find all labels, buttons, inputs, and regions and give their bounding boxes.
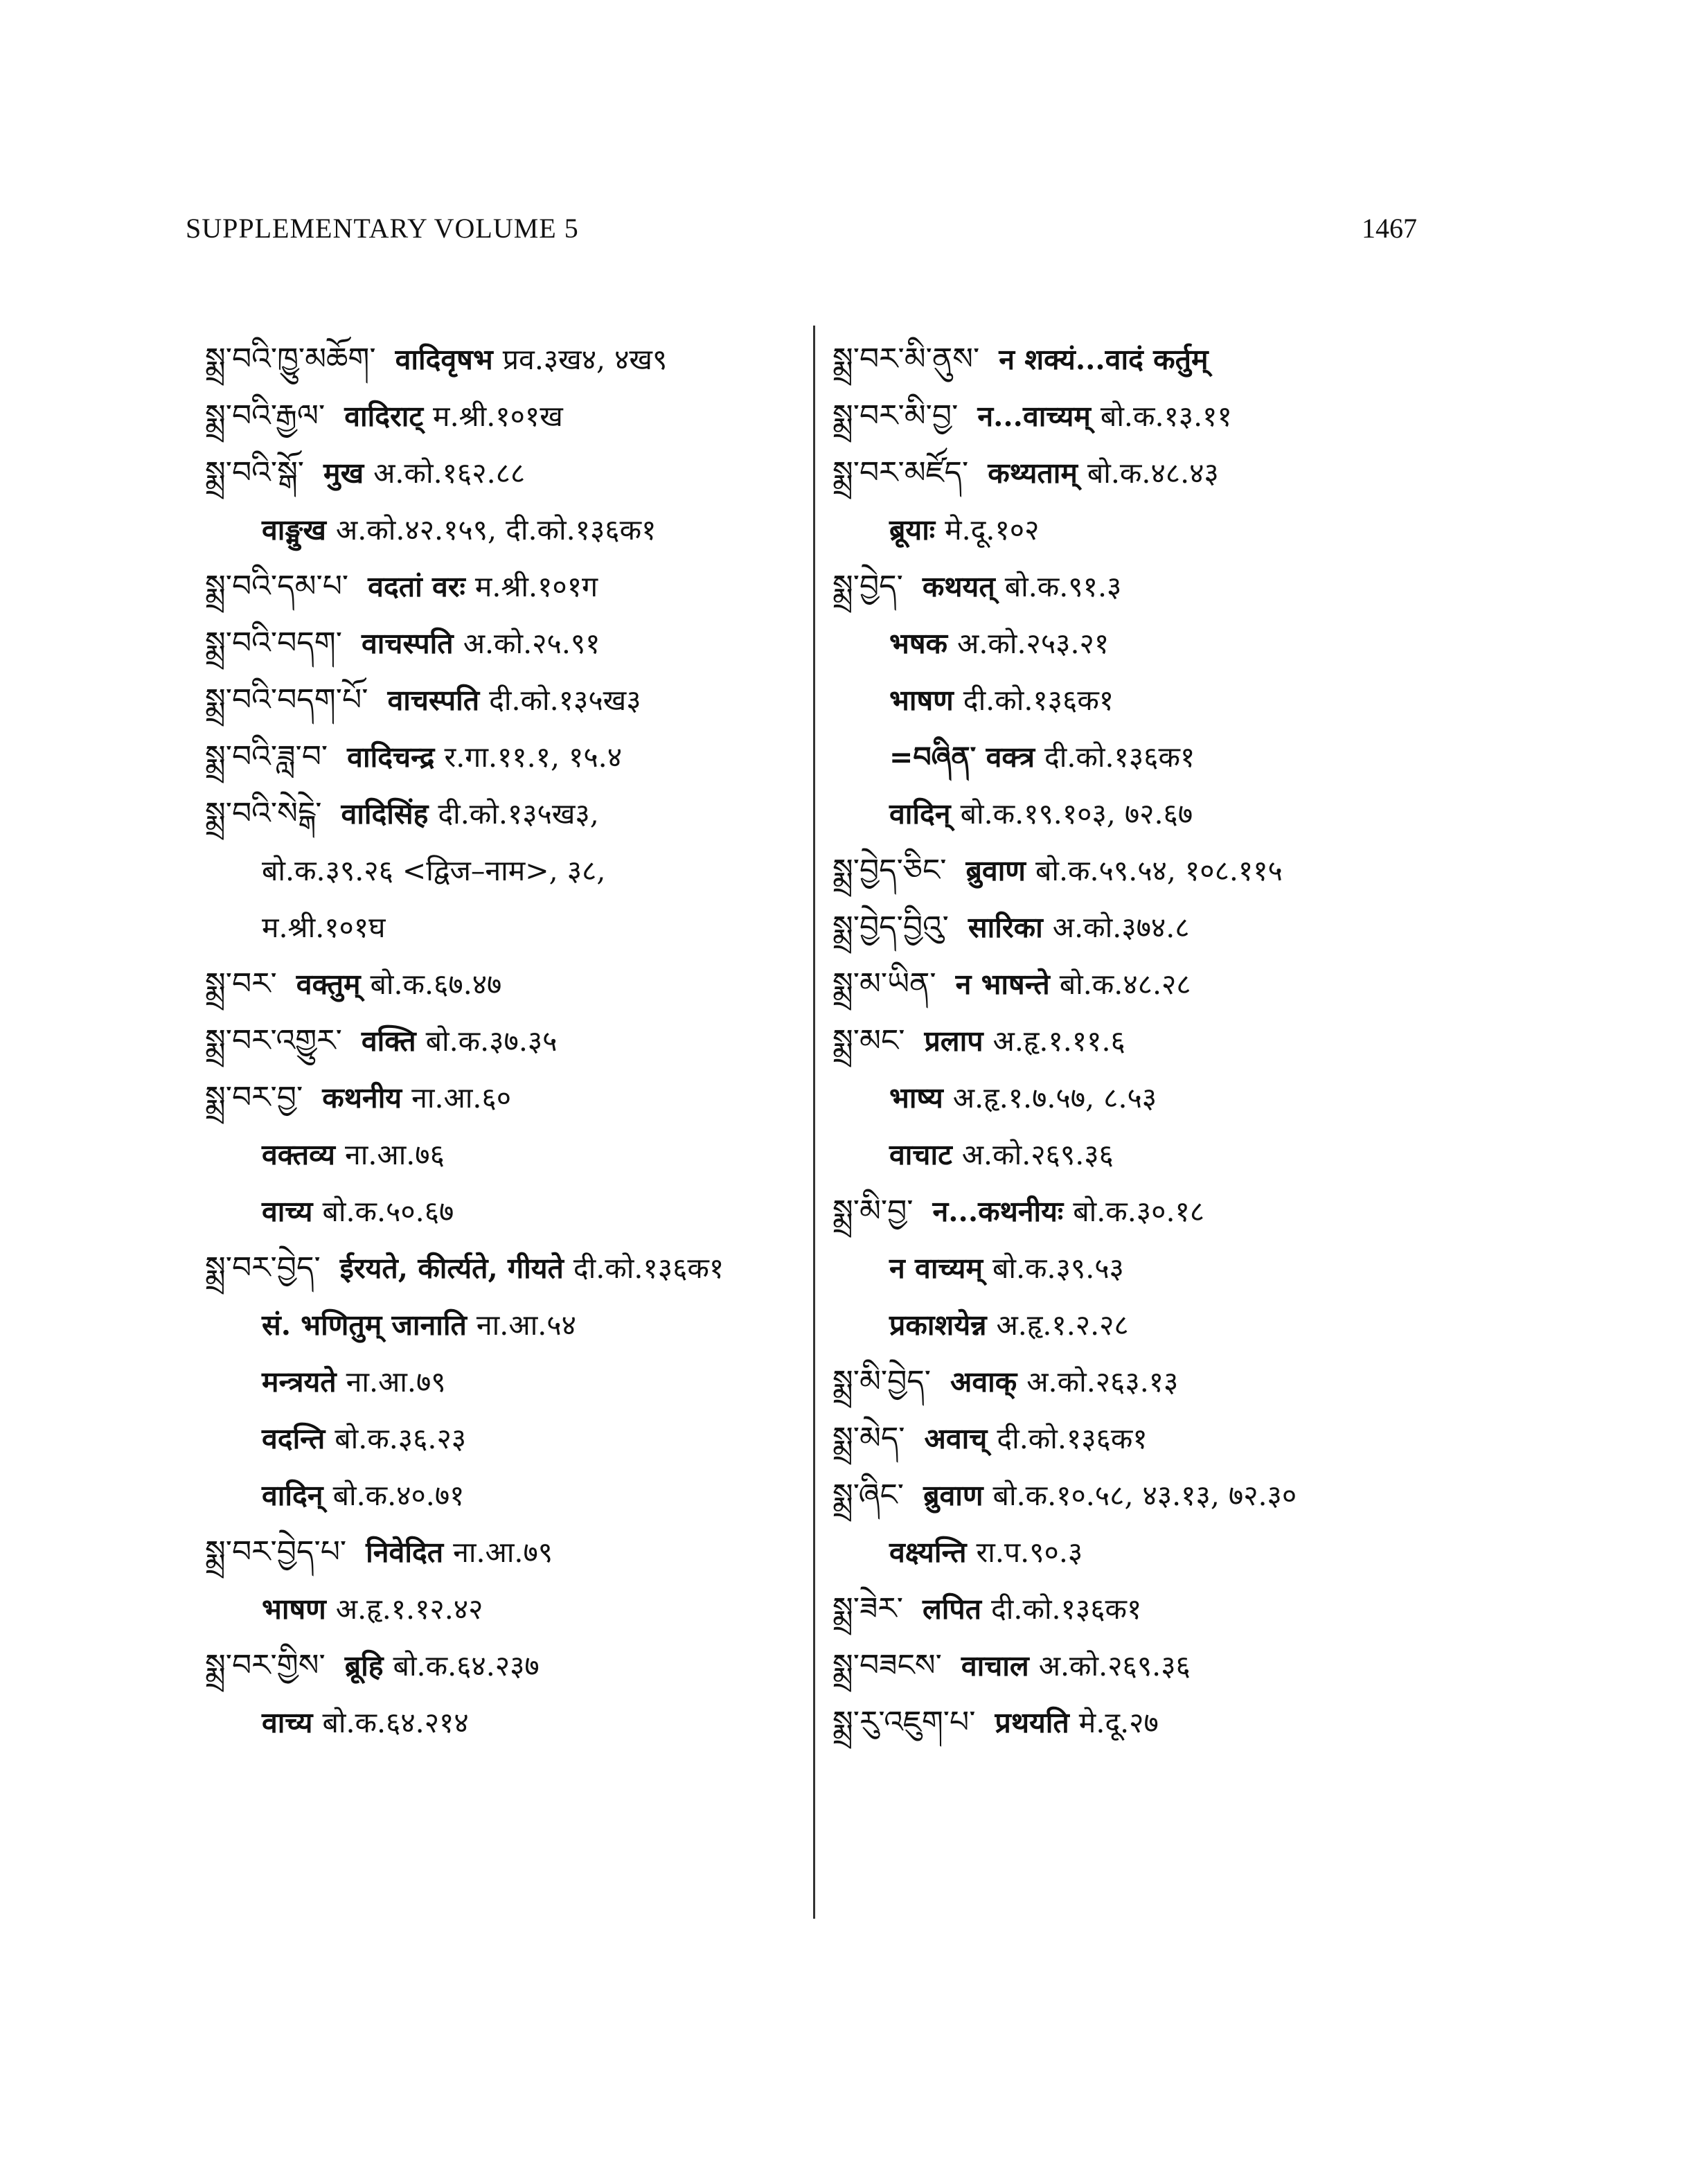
dictionary-entry (205, 1069, 801, 1126)
dictionary-entry (832, 1183, 1456, 1240)
source-reference: अ.हृ.१.२.२८ (996, 1308, 1129, 1342)
dictionary-entry (205, 1637, 801, 1694)
sanskrit-equivalent: मुख (323, 456, 364, 490)
sanskrit-equivalent: वाङ्मुख (262, 513, 326, 547)
sanskrit-equivalent: वदतां वरः (368, 570, 465, 603)
source-reference: दी.को.१३६क१ (1044, 740, 1195, 774)
source-reference: अ.को.२६९.३६ (961, 1138, 1114, 1171)
dictionary-entry (205, 1126, 801, 1183)
right-column (832, 331, 1456, 1751)
sanskrit-equivalent: वादिसिंह (341, 797, 429, 831)
source-reference: अ.को.३७४.८ (1052, 911, 1190, 944)
dictionary-entry (205, 1297, 801, 1353)
source-reference: अ.को.२५३.२१ (957, 627, 1110, 660)
dictionary-entry (832, 1240, 1456, 1297)
dictionary-entry (832, 331, 1456, 388)
sanskrit-equivalent: निवेदित (366, 1536, 444, 1569)
tibetan-headword: སྨྲ་བཟངས་ (832, 1648, 942, 1683)
sanskrit-equivalent: वाचस्पति (362, 627, 454, 660)
page-number: 1467 (1362, 213, 1417, 244)
dictionary-entry (832, 558, 1456, 615)
sanskrit-equivalent: न वाच्यम् (889, 1252, 983, 1285)
dictionary-entry (205, 1524, 801, 1581)
tibetan-headword: སྨྲ་མི་བྱ་ (832, 1193, 914, 1229)
sanskrit-equivalent: अवाक् (950, 1365, 1017, 1399)
source-reference: अ.हृ.१.१२.४२ (335, 1592, 483, 1626)
dictionary-entry (205, 842, 801, 899)
tibetan-headword: སྨྲ་བར་བྱ་ (205, 1080, 303, 1115)
sanskrit-equivalent: =བཞིན་ वक्त्र (889, 740, 1035, 774)
dictionary-entry (205, 729, 801, 785)
sanskrit-equivalent: वक्तव्य (262, 1138, 335, 1171)
source-reference: बो.क.१९.१०३, ७२.६७ (960, 797, 1193, 831)
dictionary-entry (205, 672, 801, 729)
source-reference: बो.क.६४.२३७ (393, 1649, 540, 1683)
source-reference: दी.को.१३६क१ (991, 1592, 1142, 1626)
dictionary-entry (832, 615, 1456, 672)
sanskrit-equivalent: वाचाल (961, 1649, 1029, 1683)
tibetan-headword: སྨྲ་བའི་བདག་ (205, 625, 342, 661)
source-reference: बो.क.६४.२१४ (322, 1706, 469, 1739)
sanskrit-equivalent: भाषण (262, 1592, 326, 1626)
dictionary-entry (205, 1581, 801, 1637)
dictionary-entry (832, 842, 1456, 899)
dictionary-entry (832, 445, 1456, 501)
sanskrit-equivalent: वदन्ति (262, 1422, 326, 1455)
tibetan-headword: སྨྲ་བར་མཛོད་ (832, 455, 969, 490)
tibetan-headword: སྨྲ་བྱེད་བྱིའུ་ (832, 909, 949, 945)
source-reference: प्रव.३ख४, ४ख९ (502, 343, 668, 376)
dictionary-entry (205, 388, 801, 445)
source-reference: रा.प.९०.३ (976, 1536, 1083, 1569)
source-reference: म.श्री.१०१ग (474, 570, 598, 603)
source-reference: बो.क.३९.५३ (992, 1252, 1124, 1285)
sanskrit-equivalent: न शक्यं...वादं कर्तुम् (999, 343, 1209, 376)
left-column (205, 331, 801, 1751)
source-reference: बो.क.१०.५८, ४३.१३, ७२.३० (992, 1479, 1297, 1512)
source-reference: अ.को.२६९.३६ (1038, 1649, 1191, 1683)
sanskrit-equivalent: सं. भणितुम् जानाति (262, 1308, 467, 1342)
tibetan-headword: སྨྲ་བར་གྱིས་ (205, 1648, 326, 1683)
source-reference: मे.दू.१०२ (945, 513, 1040, 547)
sanskrit-equivalent: भाष्य (889, 1081, 943, 1115)
dictionary-entry (832, 1524, 1456, 1581)
tibetan-headword: སྨྲ་བའི་སྒོ་ (205, 455, 305, 490)
dictionary-entry (205, 445, 801, 501)
sanskrit-equivalent: ब्रूहि (344, 1649, 384, 1683)
dictionary-entry (832, 1126, 1456, 1183)
source-reference: बो.क.६७.४७ (370, 968, 502, 1001)
dictionary-entry (832, 729, 1456, 785)
dictionary-entry (205, 956, 801, 1013)
sanskrit-equivalent: वक्तुम् (296, 968, 361, 1001)
tibetan-headword: སྨྲ་ཞིང་ (832, 1477, 905, 1513)
sanskrit-equivalent: वाचस्पति (387, 684, 480, 717)
sanskrit-equivalent: अवाच् (924, 1422, 988, 1455)
sanskrit-equivalent: वक्ति (361, 1024, 416, 1058)
dictionary-entry (205, 1240, 801, 1297)
sanskrit-equivalent: न...कथनीयः (932, 1195, 1064, 1228)
tibetan-headword: སྨྲ་བར་བྱེད་ (205, 1250, 321, 1286)
sanskrit-equivalent: मन्त्रयते (262, 1365, 337, 1399)
sanskrit-equivalent: भाषण (889, 684, 954, 717)
source-reference: बो.क.३९.२६ <द्विज–नाम>, ३८, (262, 854, 606, 887)
tibetan-headword: སྨྲ་བར་མི་བྱ་ (832, 398, 959, 434)
dictionary-entry (205, 1013, 801, 1069)
dictionary-entry (832, 1013, 1456, 1069)
source-reference: ना.आ.५४ (476, 1308, 576, 1342)
sanskrit-equivalent: प्रलाप (924, 1024, 983, 1058)
sanskrit-equivalent: कथयत् (922, 570, 995, 603)
sanskrit-equivalent: वादिराट् (344, 400, 424, 433)
dictionary-entry (205, 558, 801, 615)
source-reference: दी.को.१३५ख३, (438, 797, 599, 831)
sanskrit-equivalent: प्रथयति (995, 1706, 1069, 1739)
sanskrit-equivalent: ब्रुवाण (965, 854, 1026, 887)
source-reference: अ.को.१६२.८८ (373, 456, 526, 490)
dictionary-entry (832, 1353, 1456, 1410)
source-reference: ना.आ.७६ (344, 1138, 445, 1171)
dictionary-entry (832, 1410, 1456, 1467)
tibetan-headword: སྨྲ་མ་ཡིན་ (832, 966, 936, 1002)
source-reference: ना.आ.७९ (346, 1365, 446, 1399)
tibetan-headword: སྨྲ་མང་ (832, 1023, 905, 1058)
sanskrit-equivalent: वादिचन्द्र (347, 740, 435, 774)
source-reference: अ.को.२५.९१ (463, 627, 600, 660)
tibetan-headword: སྨྲ་བའི་ཟླ་བ་ (205, 739, 328, 774)
sanskrit-equivalent: वादिन् (889, 797, 951, 831)
source-reference: बो.क.३०.१८ (1073, 1195, 1205, 1228)
sanskrit-equivalent: वाचाट (889, 1138, 952, 1171)
dictionary-entry (205, 785, 801, 842)
tibetan-headword: སྨྲ་བར་མི་ནུས་ (832, 341, 980, 377)
dictionary-entry (832, 1297, 1456, 1353)
source-reference: म.श्री.१०१घ (262, 911, 386, 944)
sanskrit-equivalent: वादिन् (262, 1479, 323, 1512)
source-reference: बो.क.४८.२८ (1059, 968, 1191, 1001)
source-reference: बो.क.३७.३५ (425, 1024, 558, 1058)
dictionary-entry (832, 388, 1456, 445)
sanskrit-equivalent: वक्ष्यन्ति (889, 1536, 967, 1569)
dictionary-entry (832, 1581, 1456, 1637)
sanskrit-equivalent: कथ्यताम् (988, 456, 1078, 490)
tibetan-headword: སྨྲ་བའི་བདག་པོ་ (205, 682, 368, 718)
dictionary-entry (832, 672, 1456, 729)
tibetan-headword: སྨྲ་རུ་འཇུག་པ་ (832, 1705, 976, 1740)
sanskrit-equivalent: भषक (889, 627, 948, 660)
dictionary-entry (205, 1353, 801, 1410)
dictionary-entry (832, 1694, 1456, 1751)
source-reference: अ.को.४२.१५९, दी.को.१३६क१ (335, 513, 657, 547)
source-reference: ना.आ.७९ (453, 1536, 553, 1569)
tibetan-headword: སྨྲ་བྱེད་ (832, 569, 903, 604)
source-reference: बो.क.५०.६७ (322, 1195, 454, 1228)
source-reference: ना.आ.६० (411, 1081, 512, 1115)
dictionary-entry (832, 1637, 1456, 1694)
dictionary-entry (832, 899, 1456, 956)
tibetan-headword: སྨྲ་མི་བྱེད་ (832, 1364, 931, 1399)
tibetan-headword: སྨྲ་བའི་རྒྱལ་ (205, 398, 326, 434)
sanskrit-equivalent: वाच्य (262, 1706, 313, 1739)
source-reference: दी.को.१३६क१ (573, 1252, 724, 1285)
source-reference: बो.क.४०.७१ (332, 1479, 465, 1512)
tibetan-headword: སྨྲ་ཟེར་ (832, 1591, 903, 1626)
source-reference: बो.क.९१.३ (1004, 570, 1122, 603)
source-reference: दी.को.१३६क१ (997, 1422, 1148, 1455)
dictionary-entry (205, 1410, 801, 1467)
sanskrit-equivalent: ब्रुवाण (923, 1479, 983, 1512)
tibetan-headword: སྨྲ་མེད་ (832, 1421, 905, 1456)
tibetan-headword: སྨྲ་བའི་ཁྱུ་མཆོག་ (205, 341, 376, 377)
source-reference: अ.हृ.१.११.६ (992, 1024, 1125, 1058)
column-divider (813, 326, 815, 1919)
source-reference: अ.हृ.१.७.५७, ८.५३ (952, 1081, 1157, 1115)
dictionary-entry (205, 1183, 801, 1240)
dictionary-entry (205, 501, 801, 558)
source-reference: बो.क.३६.२३ (335, 1422, 467, 1455)
sanskrit-equivalent: लपित (922, 1592, 982, 1626)
sanskrit-equivalent: वादिवृषभ (395, 343, 493, 376)
source-reference: र.गा.११.१, १५.४ (444, 740, 623, 774)
tibetan-headword: སྨྲ་བའི་སེངྒེ་ (205, 796, 322, 831)
sanskrit-equivalent: सारिका (968, 911, 1043, 944)
sanskrit-equivalent: वाच्य (262, 1195, 313, 1228)
source-reference: बो.क.१३.११ (1100, 400, 1232, 433)
dictionary-entry (832, 1069, 1456, 1126)
dictionary-entry (205, 331, 801, 388)
tibetan-headword: སྨྲ་བར་བྱེད་པ་ (205, 1534, 347, 1570)
sanskrit-equivalent: न...वाच्यम् (977, 400, 1091, 433)
source-reference: म.श्री.१०१ख (433, 400, 563, 433)
dictionary-entry (205, 899, 801, 956)
source-reference: अ.को.२६३.१३ (1026, 1365, 1179, 1399)
tibetan-headword: སྨྲ་བྱེད་ཅིང་ (832, 853, 947, 888)
source-reference: बो.क.४८.४३ (1087, 456, 1219, 490)
sanskrit-equivalent: कथनीय (322, 1081, 402, 1115)
dictionary-entry (832, 1467, 1456, 1524)
sanskrit-equivalent: ब्रूयाः (889, 513, 936, 547)
source-reference: दी.को.१३५ख३ (489, 684, 641, 717)
tibetan-headword: སྨྲ་བར་ (205, 966, 277, 1002)
tibetan-headword: སྨྲ་བར་འགྱུར་ (205, 1023, 342, 1058)
source-reference: मे.दू.२७ (1078, 1706, 1159, 1739)
dictionary-entry (205, 1467, 801, 1524)
sanskrit-equivalent: प्रकाशयेन्न (889, 1308, 987, 1342)
source-reference: बो.क.५९.५४, १०८.११५ (1035, 854, 1283, 887)
running-header: SUPPLEMENTARY VOLUME 5 (186, 213, 579, 244)
source-reference: दी.को.१३६क१ (963, 684, 1114, 717)
dictionary-entry (832, 785, 1456, 842)
dictionary-entry (832, 501, 1456, 558)
sanskrit-equivalent: ईरयते, कीर्त्यते, गीयते (339, 1252, 564, 1285)
sanskrit-equivalent: न भाषन्ते (955, 968, 1050, 1001)
dictionary-entry (205, 615, 801, 672)
tibetan-headword: སྨྲ་བའི་དམ་པ་ (205, 569, 349, 604)
dictionary-entry (205, 1694, 801, 1751)
dictionary-entry (832, 956, 1456, 1013)
